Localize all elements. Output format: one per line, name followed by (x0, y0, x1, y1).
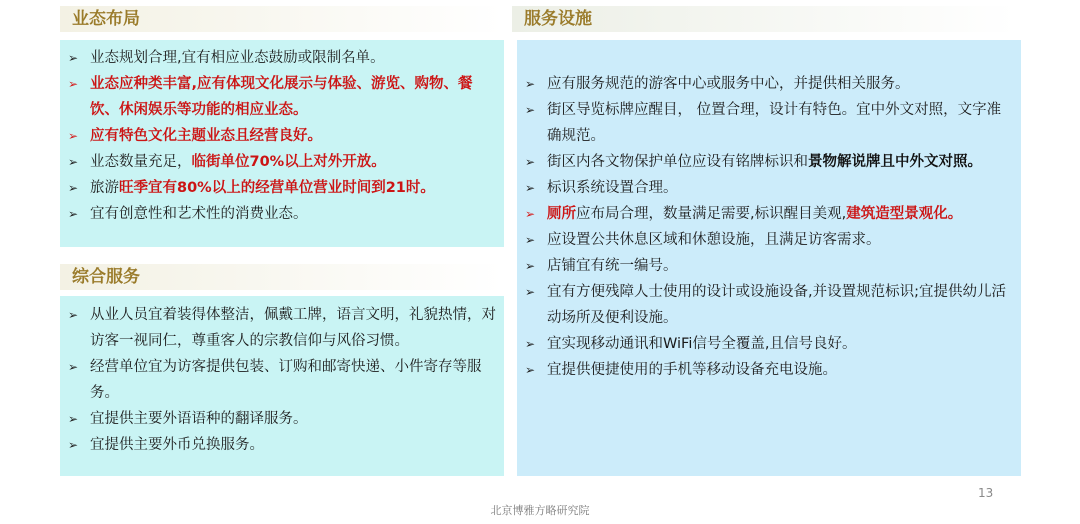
bullet-arrow-icon: ➢ (525, 285, 536, 299)
list-item (517, 97, 1021, 149)
bullet-arrow-icon: ➢ (525, 233, 536, 247)
item-text: 宜有方便残障人士使用的设计或设施设备,并设置规范标识;宜提供幼儿活动场所及便利设施。 (547, 284, 1006, 326)
item-text: 从业人员宜着装得体整洁，佩戴工牌，语言文明，礼貌热情，对访客一视同仁，尊重客人的宗教信仰与风俗习惯。 (90, 307, 496, 349)
list-fuwu (517, 71, 1021, 383)
bullet-arrow-icon: ➢ (68, 77, 79, 91)
list-item (517, 279, 1021, 331)
bullet-arrow-icon: ➢ (68, 308, 79, 322)
item-text: 业态数量充足， (90, 154, 192, 170)
bullet-arrow-icon: ➢ (68, 129, 79, 143)
list-item (517, 175, 1021, 201)
list-item (517, 331, 1021, 357)
list-item (60, 149, 504, 175)
item-text: 业态应种类丰富,应有体现文化展示与体验、游览、购物、餐饮、休闲娱乐等功能的相应业态。 (90, 76, 473, 118)
item-text: 应布局合理，数量满足需要,标识醒目美观, (576, 206, 847, 222)
item-text: 街区内各文物保护单位应设有铭牌标识和 (547, 154, 808, 170)
bullet-arrow-icon: ➢ (68, 51, 79, 65)
panel-zonghe (60, 296, 504, 476)
bullet-arrow-icon: ➢ (68, 412, 79, 426)
item-text: 宜提供主要外语语种的翻译服务。 (90, 411, 308, 427)
item-text: 建筑造型景观化。 (846, 206, 963, 222)
bullet-arrow-icon: ➢ (525, 363, 536, 377)
bullet-arrow-icon: ➢ (525, 77, 536, 91)
list-item (60, 432, 504, 458)
item-text: 宜提供便捷使用的手机等移动设备充电设施。 (547, 362, 837, 378)
list-item (60, 123, 504, 149)
item-text: 经营单位宜为访客提供包装、订购和邮寄快递、小件寄存等服务。 (90, 359, 482, 401)
item-text: 业态规划合理,宜有相应业态鼓励或限制名单。 (90, 50, 385, 66)
item-text: 景物解说牌且中外文对照。 (808, 154, 982, 170)
list-item (517, 357, 1021, 383)
bullet-arrow-icon: ➢ (525, 103, 536, 117)
bullet-arrow-icon: ➢ (525, 181, 536, 195)
footer-text: 北京博雅方略研究院 (490, 504, 590, 517)
list-item (517, 201, 1021, 227)
bullet-arrow-icon: ➢ (68, 438, 79, 452)
panel-fuwu (517, 40, 1021, 476)
bullet-arrow-icon: ➢ (68, 207, 79, 221)
item-text: 宜有创意性和艺术性的消费业态。 (90, 206, 308, 222)
item-text: 厕所 (547, 206, 576, 222)
item-text: 标识系统设置合理。 (547, 180, 678, 196)
page-number: 13 (978, 486, 994, 500)
bullet-arrow-icon: ➢ (525, 207, 536, 221)
list-item (517, 149, 1021, 175)
item-text: 应有特色文化主题业态且经营良好。 (90, 128, 322, 144)
list-item (60, 406, 504, 432)
item-text: 旅游 (90, 180, 119, 196)
list-item (60, 45, 504, 71)
item-text: 店铺宜有统一编号。 (547, 258, 678, 274)
section-title-zonghe: 综合服务 (60, 264, 504, 290)
list-item (517, 71, 1021, 97)
bullet-arrow-icon: ➢ (525, 259, 536, 273)
list-yetai (60, 45, 504, 227)
bullet-arrow-icon: ➢ (68, 181, 79, 195)
list-item (60, 175, 504, 201)
item-text: 街区导览标牌应醒目， 位置合理，设计有特色。宜中外文对照，文字准确规范。 (547, 102, 1002, 144)
list-item (60, 302, 504, 354)
list-zonghe (60, 302, 504, 458)
item-text: 临街单位70%以上对外开放。 (191, 154, 386, 170)
bullet-arrow-icon: ➢ (68, 360, 79, 374)
item-text: 应设置公共休息区域和休憩设施，且满足访客需求。 (547, 232, 881, 248)
panel-yetai (60, 40, 504, 247)
item-text: 宜实现移动通讯和WiFi信号全覆盖,且信号良好。 (547, 336, 857, 352)
list-item (60, 71, 504, 123)
list-item (60, 354, 504, 406)
list-item (60, 201, 504, 227)
list-item (517, 253, 1021, 279)
section-title-yetai: 业态布局 (60, 6, 504, 32)
bullet-arrow-icon: ➢ (68, 155, 79, 169)
list-item (517, 227, 1021, 253)
item-text: 宜提供主要外币兑换服务。 (90, 437, 264, 453)
section-title-fuwu: 服务设施 (512, 6, 1017, 32)
bullet-arrow-icon: ➢ (525, 155, 536, 169)
bullet-arrow-icon: ➢ (525, 337, 536, 351)
item-text: 旺季宜有80%以上的经营单位营业时间到21时。 (119, 180, 435, 196)
item-text: 应有服务规范的游客中心或服务中心，并提供相关服务。 (547, 76, 910, 92)
